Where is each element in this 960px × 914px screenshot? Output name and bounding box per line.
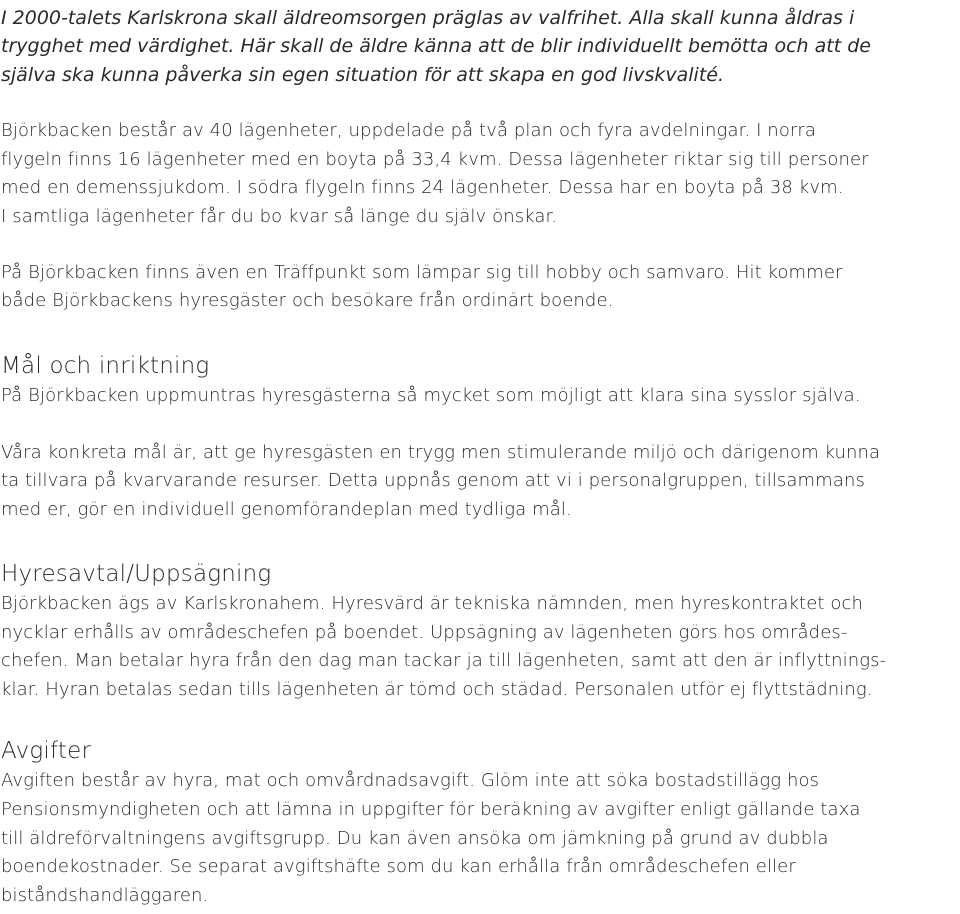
lease-heading: Hyresavtal/Uppsägning [1,561,272,587]
lease-line: klar. Hyran betalas sedan tills lägenheten är tömd och städad. Personalen utför ej flyttstädning. [1,679,873,700]
description-line: flygeln finns 16 lägenheter med en boyta på 33,4 kvm. Dessa lägenheter riktar sig till personer [1,149,869,170]
meeting-point-line: både Björkbackens hyresgäster och besökare från ordinärt boende. [1,290,614,311]
lease-line: chefen. Man betalar hyra från den dag man tackar ja till lägenheten, samt att den är inflyttnings- [1,650,887,671]
fees-line: boendekostnader. Se separat avgiftshäfte som du kan erhålla från områdeschefen eller [1,856,796,877]
meeting-point-line: På Björkbacken finns även en Träffpunkt som lämpar sig till hobby och samvaro. Hit kommer [1,262,843,283]
lease-line: Björkbacken ägs av Karlskronahem. Hyresvärd är tekniska nämnden, men hyreskontraktet och [1,593,863,614]
goals-line: med er, gör en individuell genomförandeplan med tydliga mål. [1,499,572,520]
description-line: I samtliga lägenheter får du bo kvar så länge du själv önskar. [1,206,558,227]
intro-line: trygghet med värdighet. Här skall de äldre känna att de blir individuellt bemötta och att de [1,35,871,57]
fees-heading: Avgifter [1,738,92,764]
description-line: Björkbacken består av 40 lägenheter, uppdelade på två plan och fyra avdelningar. I norra [1,120,817,141]
fees-line: Pensionsmyndigheten och att lämna in uppgifter för beräkning av avgifter enligt gällande taxa [1,799,861,820]
fees-line: till äldreförvaltningens avgiftsgrupp. Du kan även ansöka om jämkning på grund av dubbla [1,828,829,849]
goals-line: Våra konkreta mål är, att ge hyresgästen en trygg men stimulerande miljö och därigenom kunna [1,442,881,463]
fees-line: Avgiften består av hyra, mat och omvårdnadsavgift. Glöm inte att söka bostadstillägg hos [1,770,820,791]
goals-line: På Björkbacken uppmuntras hyresgästerna så mycket som möjligt att klara sina sysslor själva. [1,385,861,406]
goals-heading: Mål och inriktning [1,353,210,379]
intro-line: själva ska kunna påverka sin egen situation för att skapa en god livskvalité. [1,64,725,86]
lease-line: nycklar erhålls av områdeschefen på boendet. Uppsägning av lägenheten görs hos områdes- [1,622,848,643]
description-line: med en demenssjukdom. I södra flygeln finns 24 lägenheter. Dessa har en boyta på 38 kvm. [1,177,844,198]
fees-line: biståndshandläggaren. [1,885,209,906]
goals-line: ta tillvara på kvarvarande resurser. Detta uppnås genom att vi i personalgruppen, tillsammans [1,470,865,491]
intro-line: I 2000-talets Karlskrona skall äldreomsorgen präglas av valfrihet. Alla skall kunna åldras i [1,7,855,29]
